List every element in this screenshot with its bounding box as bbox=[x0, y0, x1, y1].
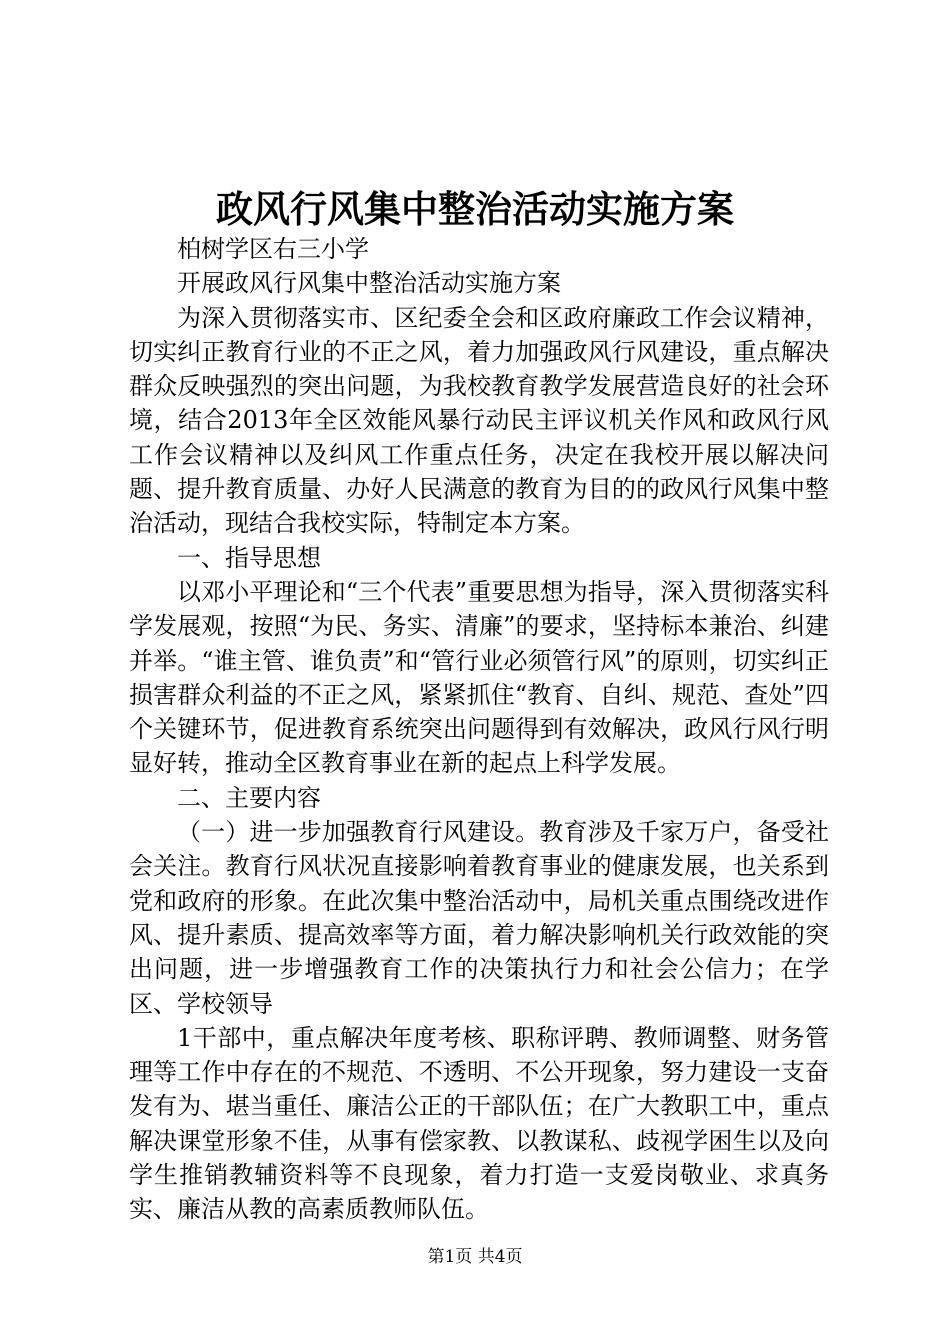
main-content-paragraph-2: 1干部中，重点解决年度考核、职称评聘、教师调整、财务管理等工作中存在的不规范、不透明、不公开现象，努力建设一支奋发有为、堪当重任、廉洁公正的干部队伍；在广大教职工中，重点解决课堂形象不佳，从事有偿家教、以教谋私、歧视学困生以及向学生推销教辅资料等不良现象，着力打造一支爱岗敬业、求真务实、廉洁从教的高素质教师队伍。 bbox=[129, 1023, 829, 1224]
main-content-paragraph-1: （一）进一步加强教育行风建设。教育涉及千家万户，备受社会关注。教育行风状况直接影响着教育事业的健康发展，也关系到党和政府的形象。在此次集中整治活动中，局机关重点围绕改进作风、提升素质、提高效率等方面，着力解决影响机关行政效能的突出问题，进一步增强教育工作的决策执行力和社会公信力；在学区、学校领导 bbox=[129, 818, 829, 1018]
document-title: 政风行风集中整治活动实施方案 bbox=[216, 187, 734, 231]
subtitle-line: 开展政风行风集中整治活动实施方案 bbox=[177, 269, 561, 298]
document-body bbox=[129, 232, 829, 1227]
intro-paragraph: 为深入贯彻落实市、区纪委全会和区政府廉政工作会议精神，切实纠正教育行业的不正之风，着力加强政风行风建设，重点解决群众反映强烈的突出问题，为我校教育教学发展营造良好的社会环境，结合2013年全区效能风暴行动民主评议机关作风和政风行风工作会议精神以及纠风工作重点任务，决定在我校开展以解决问题、提升教育质量、办好人民满意的教育为目的的政风行风集中整治活动，现结合我校实际，特制定本方案。 bbox=[129, 303, 829, 538]
page-number-footer: 第1页 共4页 bbox=[427, 1247, 523, 1267]
school-name-line: 柏树学区右三小学 bbox=[177, 235, 369, 263]
guiding-thought-paragraph: 以邓小平理论和“三个代表”重要思想为指导，深入贯彻落实科学发展观，按照“为民、务实、清廉”的要求，坚持标本兼治、纠建并举。“谁主管、谁负责”和“管行业必须管行风”的原则，切实纠正损害群众利益的不正之风，紧紧抓住“教育、自纠、规范、查处”四个关键环节，促进教育系统突出问题得到有效解决，政风行风行明显好转，推动全区教育事业在新的起点上科学发展。 bbox=[129, 577, 829, 778]
section-heading-main-content: 二、主要内容 bbox=[177, 783, 321, 812]
section-heading-guiding-thought: 一、指导思想 bbox=[177, 543, 321, 572]
